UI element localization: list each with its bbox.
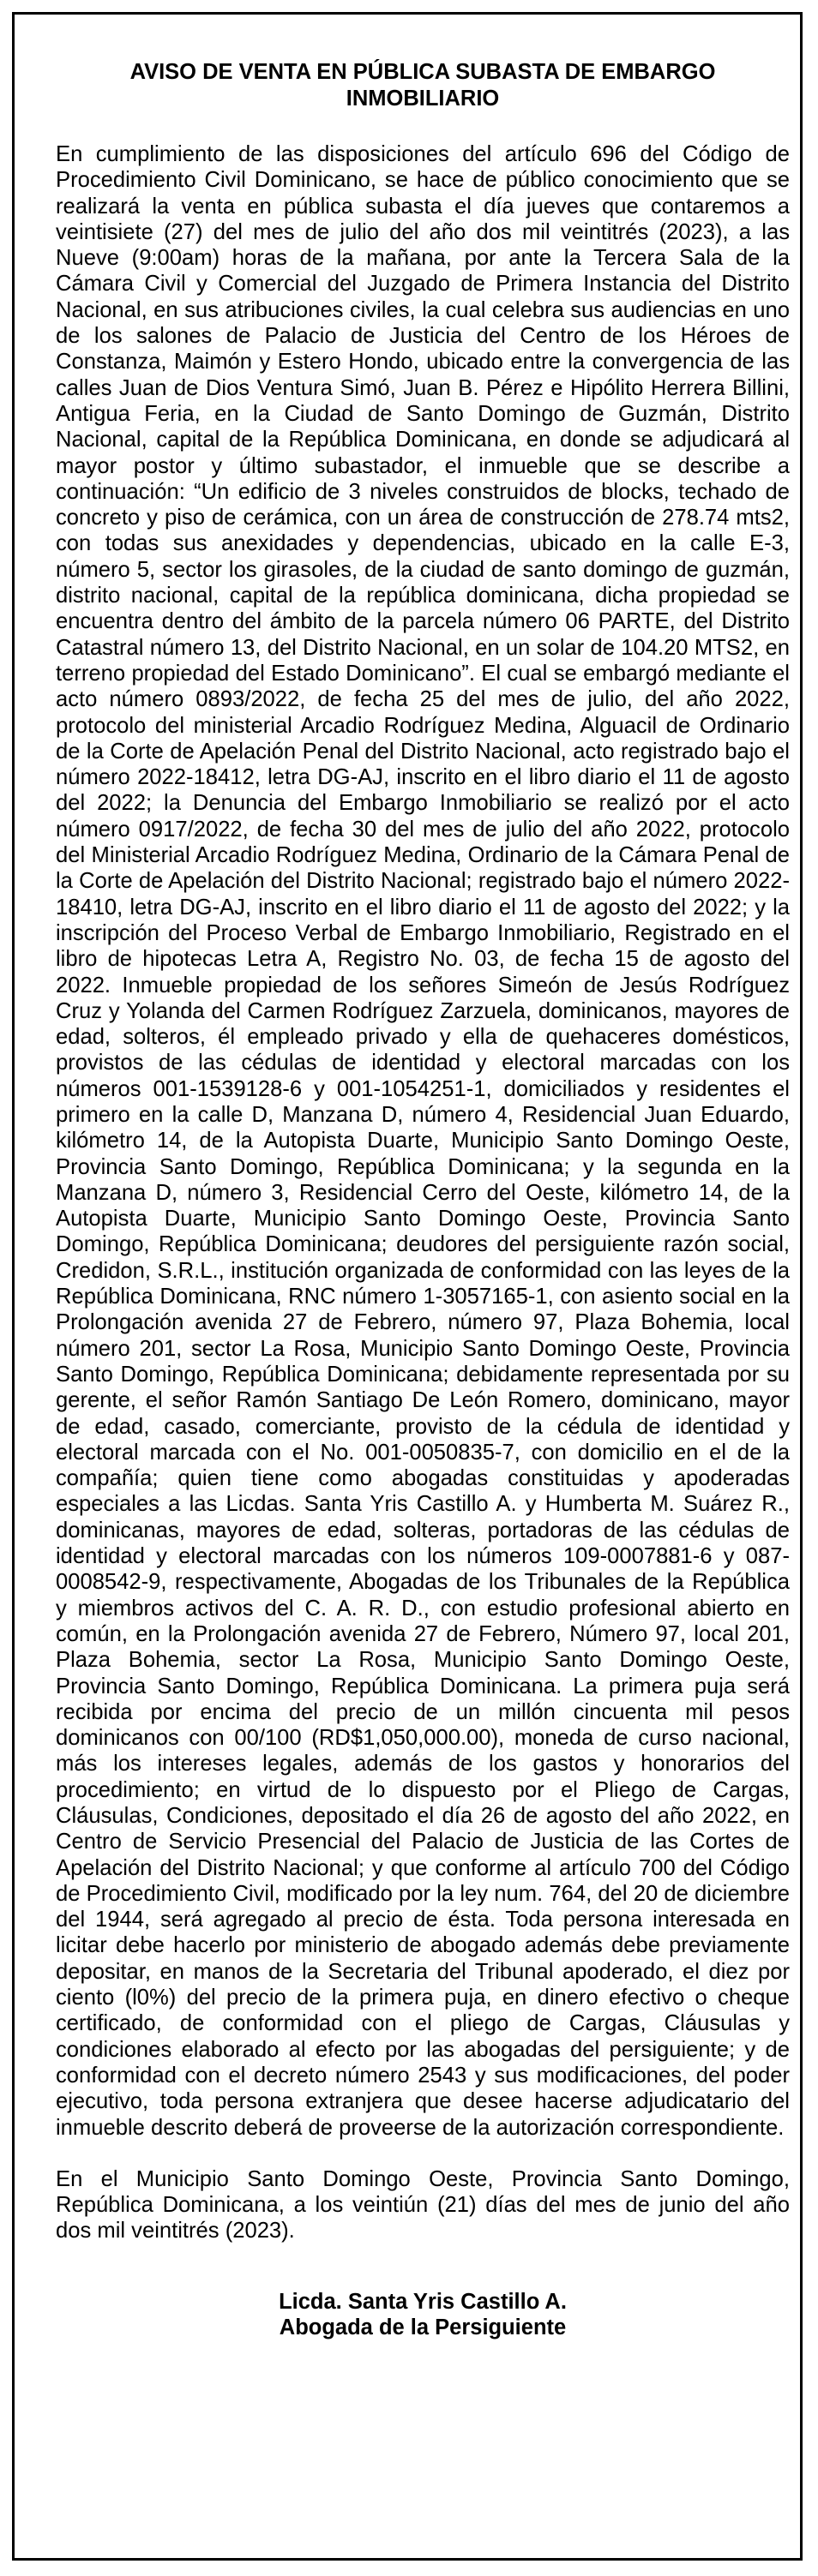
notice-body: En cumplimiento de las disposiciones del artículo 696 del Código de Procedimiento Civil Dominicano, se hace de público conocimiento que se realizará la venta en pública subasta el día jueves que contaremos a veintisiete (27) del mes de julio del año dos mil veintitrés (2023), a las Nueve (9:00am) horas de la mañana, por ante la Tercera Sala de la Cámara Civil y Comercial del Juzgado de Primera Instancia del Distrito Nacional, en sus atribuciones civiles, la cual celebra sus audiencias en uno de los salones de Palacio de Justicia del Centro de los Héroes de Constanza, Maimón y Estero Hondo, ubicado entre la convergencia de las calles Juan de Dios Ventura Simó, Juan B. Pérez e Hipólito Herrera Billini, Antigua Feria, en la Ciudad de Santo Domingo de Guzmán, Distrito Nacional, capital de la República Dominicana, en donde se adjudicará al mayor postor y último subastador, el inmueble que se describe a continuación: “Un edificio de 3 niveles construidos de blocks, techado de concreto y piso de cerámica, con un área de construcción de 278.74 mts2, con todas sus anexidades y dependencias, ubicado en la calle E-3, número 5, sector los girasoles, de la ciudad de santo domingo de guzmán, distrito nacional, capital de la república dominicana, dicha propiedad se encuentra dentro del ámbito de la parcela número 06 PARTE, del Distrito Catastral número 13, del Distrito Nacional, en un solar de 104.20 MTS2, en terreno propiedad del Estado Dominicano”. El cual se embargó mediante el acto número 0893/2022, de fecha 25 del mes de julio, del año 2022, protocolo del ministerial Arcadio Rodríguez Medina, Alguacil de Ordinario de la Corte de Apelación Penal del Distrito Nacional, acto registrado bajo el número 2022-18412, letra DG-AJ, inscrito en el libro diario el 11 de agosto del 2022; la Denuncia del Embargo Inmobiliario se realizó por el acto número 0917/2022, de fecha 30 del mes de julio del año 2022, protocolo del Ministerial Arcadio Rodríguez Medina, Ordinario de la Cámara Penal de la Corte de Apelación del Distrito Nacional; registrado bajo el número 2022-18410, letra DG-AJ, inscrito en el libro diario el 11 de agosto del 2022; y la inscripción del Proceso Verbal de Embargo Inmobiliario, Registrado en el libro de hipotecas Letra A, Registro No. 03, de fecha 15 de agosto del 2022. Inmueble propiedad de los señores Simeón de Jesús Rodríguez Cruz y Yolanda del Carmen Rodríguez Zarzuela, dominicanos, mayores de edad, solteros, él empleado privado y ella de quehaceres domésticos, provistos de las cédulas de identidad y electoral marcadas con los números 001-1539128-6 y 001-1054251-1, domiciliados y residentes el primero en la calle D, Manzana D, número 4, Residencial Juan Eduardo, kilómetro 14, de la Autopista Duarte, Municipio Santo Domingo Oeste, Provincia Santo Domingo, República Dominicana; y la segunda en la Manzana D, número 3, Residencial Cerro del Oeste, kilómetro 14, de la Autopista Duarte, Municipio Santo Domingo Oeste, Provincia Santo Domingo, República Dominicana; deudores del persiguiente razón social, Credidon, S.R.L., institución organizada de conformidad con las leyes de la República Dominicana, RNC número 1-3057165-1, con asiento social en la Prolongación avenida 27 de Febrero, número 97, Plaza Bohemia, local número 201, sector La Rosa, Municipio Santo Domingo Oeste, Provincia Santo Domingo, República Dominicana; debidamente representada por su gerente, el señor Ramón Santiago De León Romero, dominicano, mayor de edad, casado, comerciante, provisto de la cédula de identidad y electoral marcada con el No. 001-0050835-7, con domicilio en el de la compañía; quien tiene como abogadas constituidas y apoderadas especiales a las Licdas. Santa Yris Castillo A. y Humberta M. Suárez R., dominicanas, mayores de edad, solteras, portadoras de las cédulas de identidad y electoral marcadas con los números 109-0007881-6 y 087-0008542-9, respectivamente, Abogadas de los Tribunales de la República y miembros activos del C. A. R. D., con estudio profesional abierto en común, en la Prolongación avenida 27 de Febrero, Número 97, local 201, Plaza Bohemia, sector La Rosa, Municipio Santo Domingo Oeste, Provincia Santo Domingo, República Dominicana. La primera puja será recibida por encima del precio de un millón cincuenta mil pesos dominicanos con 00/100 (RD$1,050,000.00), moneda de curso nacional, más los intereses legales, además de los gastos y honorarios del procedimiento; en virtud de lo dispuesto por el Pliego de Cargas, Cláusulas, Condiciones, depositado el día 26 de agosto del año 2022, en Centro de Servicio Presencial del Palacio de Justicia de las Cortes de Apelación del Distrito Nacional; y que conforme al artículo 700 del Código de Procedimiento Civil, modificado por la ley num. 764, del 20 de diciembre del 1944, será agregado al precio de ésta. Toda persona interesada en licitar debe hacerlo por ministerio de abogado además debe previamente depositar, en manos de la Secretaria del Tribunal apoderado, el diez por ciento (l0%) del precio de la primera puja, en dinero efectivo o cheque certificado, de conformidad con el pliego de Cargas, Cláusulas y condiciones elaborado al efecto por las abogadas del persiguiente; y de conformidad con el decreto número 2543 y sus modificaciones, del poder ejecutivo, toda persona extranjera que desee hacerse adjudicatario del inmueble descrito deberá de proveerse de la autorización correspondiente. bbox=[56, 142, 790, 2140]
notice-frame bbox=[12, 12, 803, 2561]
notice-content bbox=[56, 59, 790, 2340]
signature-role: Abogada de la Persiguiente bbox=[279, 2315, 567, 2339]
notice-title-line2: INMOBILIARIO bbox=[346, 87, 500, 111]
notice-title-line1: AVISO DE VENTA EN PÚBLICA SUBASTA DE EMBARGO bbox=[129, 60, 716, 84]
signature-name: Licda. Santa Yris Castillo A. bbox=[279, 2289, 567, 2314]
notice-closing: En el Municipio Santo Domingo Oeste, Provincia Santo Domingo, República Dominicana, a los veintiún (21) días del mes de junio del año dos mil veintitrés (2023). bbox=[56, 2166, 790, 2244]
notice-title bbox=[56, 59, 790, 112]
signature-block bbox=[56, 2289, 790, 2340]
